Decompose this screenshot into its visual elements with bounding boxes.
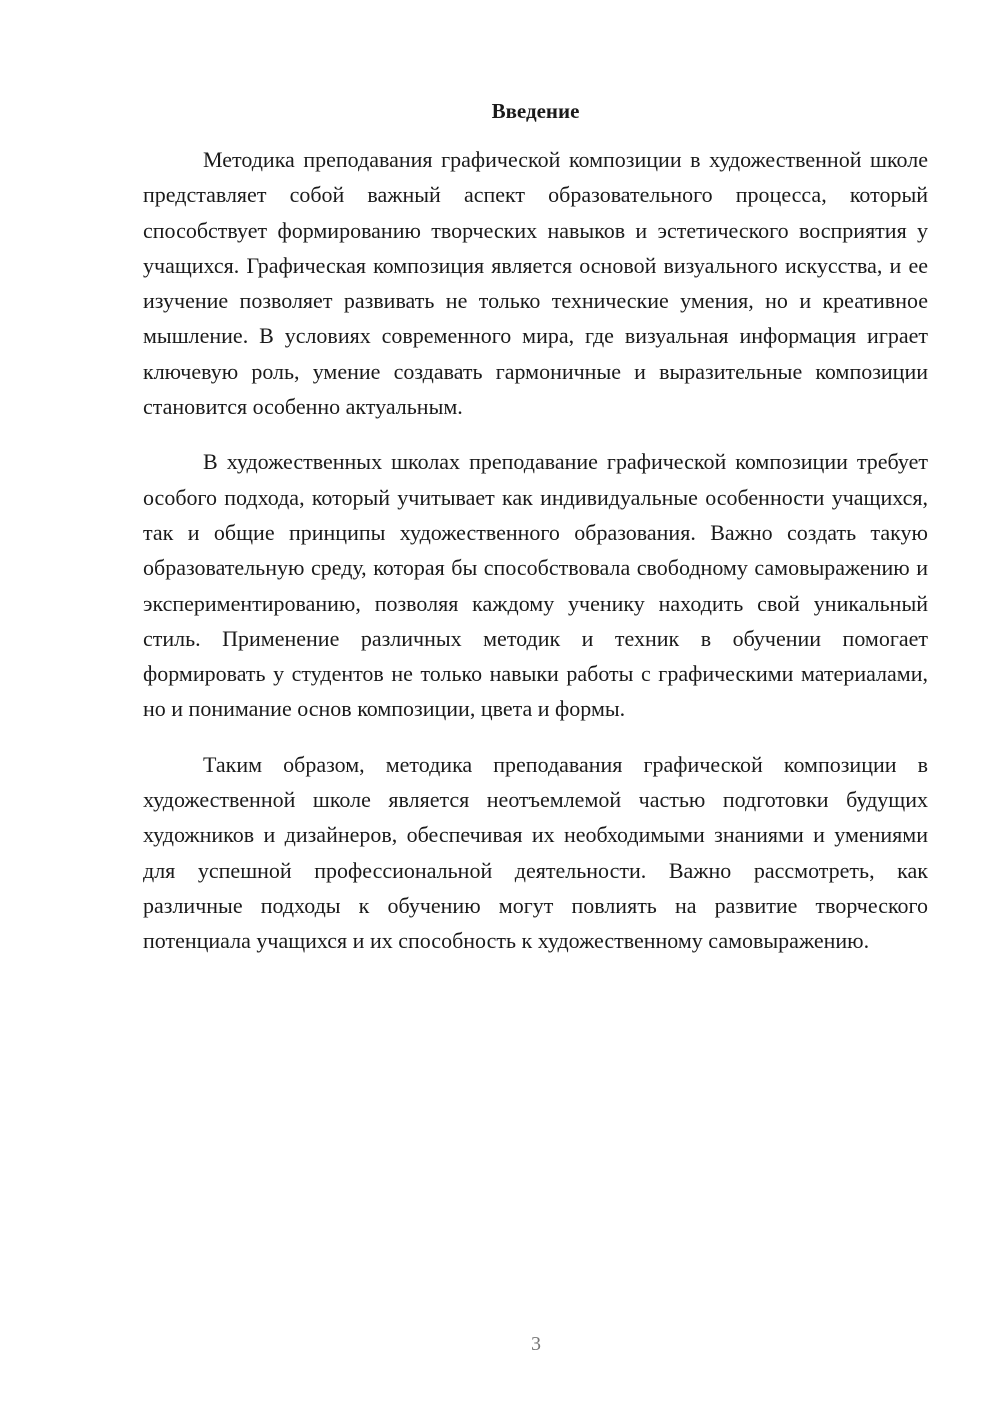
paragraph-2: В художественных школах преподавание графической композиции требует особого подхода, который учитывает как индивидуальные особенности учащихся, так и общие принципы художественного образования. Важно создать такую образовательную среду, которая бы способствовала свободному самовыражению и экспериментированию, позволяя каждому ученику находить свой уникальный стиль. Применение различных методик и техник в обучении помогает формировать у студентов не только навыки работы с графическими материалами, но и понимание основ композиции, цвета и формы. — [143, 449, 928, 722]
section-heading: Введение — [491, 99, 580, 123]
paragraph-3: Таким образом, методика преподавания графической композиции в художественной школе является неотъемлемой частью подготовки будущих художников и дизайнеров, обеспечивая их необходимыми знаниями и умениями для успешной профессиональной деятельности. Важно рассмотреть, как различные подходы к обучению могут повлиять на развитие творческого потенциала учащихся и их способность к художественному самовыражению. — [143, 751, 928, 954]
body-text — [143, 142, 928, 979]
page-number: 3 — [531, 1333, 541, 1355]
paragraph-1: Методика преподавания графической композиции в художественной школе представляет собой важный аспект образовательного процесса, который способствует формированию творческих навыков и эстетического восприятия у учащихся. Графическая композиция является основой визуального искусства, и ее изучение позволяет развивать не только технические умения, но и креативное мышление. В условиях современного мира, где визуальная информация играет ключевую роль, умение создавать гармоничные и выразительные композиции становится особенно актуальным. — [143, 147, 928, 420]
